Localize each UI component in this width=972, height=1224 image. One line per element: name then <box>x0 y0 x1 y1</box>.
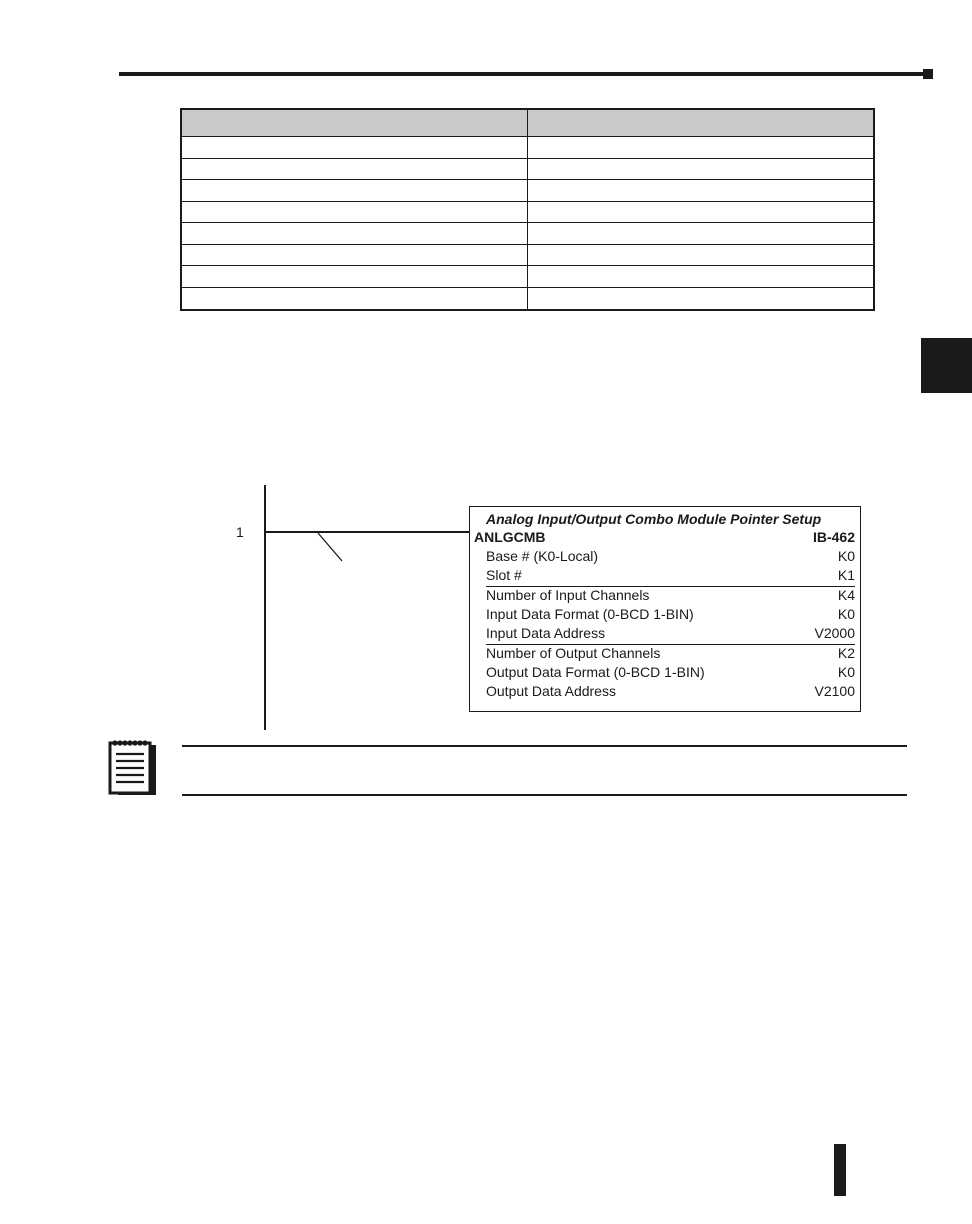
ib-param-row <box>470 606 860 625</box>
header-rule <box>119 72 923 76</box>
ib-param-row <box>470 683 860 702</box>
ib-param-value: K1 <box>837 567 855 583</box>
ib-code: IB-462 <box>812 529 855 545</box>
ib-param-value: K4 <box>837 587 855 603</box>
table-cell <box>182 159 528 181</box>
table-cell <box>528 159 873 181</box>
page-number-bar <box>834 1144 846 1196</box>
ib-param-row <box>470 625 860 644</box>
ib-param-label: Input Data Address <box>486 625 606 641</box>
chapter-thumb-tab <box>921 338 972 393</box>
parameter-table <box>180 108 875 311</box>
ib-mnemonic: ANLGCMB <box>474 529 546 545</box>
table-cell <box>528 266 873 288</box>
table-cell <box>182 180 528 202</box>
ib-param-row <box>470 645 860 664</box>
ib-param-label: Slot # <box>486 567 522 583</box>
ib-param-row <box>470 664 860 683</box>
ib-param-value: V2100 <box>814 683 855 699</box>
table-cell <box>528 288 873 310</box>
ib-param-row <box>470 587 860 606</box>
ib-param-value: K0 <box>837 606 855 622</box>
table-header-data-types <box>528 110 873 137</box>
ib-param-value: V2000 <box>814 625 855 641</box>
normally-closed-contact-icon <box>314 529 354 565</box>
notepad-icon <box>107 740 157 796</box>
table-cell <box>528 202 873 224</box>
left-power-rail <box>264 485 266 730</box>
table-cell <box>528 180 873 202</box>
table-header-parameter <box>182 110 528 137</box>
ib-param-row <box>470 548 860 567</box>
ib-param-value: K2 <box>837 645 855 661</box>
ib-header-row <box>470 529 860 548</box>
ib-param-label: Output Data Format (0-BCD 1-BIN) <box>486 664 705 680</box>
table-cell <box>528 245 873 267</box>
table-cell <box>182 223 528 245</box>
table-cell <box>182 288 528 310</box>
ib-title: Analog Input/Output Combo Module Pointer Setup <box>486 511 822 527</box>
ib-instruction-box <box>469 506 861 712</box>
ib-param-label: Input Data Format (0-BCD 1-BIN) <box>486 606 694 622</box>
ib-param-label: Output Data Address <box>486 683 616 699</box>
table-cell <box>182 137 528 159</box>
note-rule-bottom <box>182 794 907 796</box>
ib-param-label: Number of Output Channels <box>486 645 661 661</box>
rung-wire <box>266 531 470 533</box>
ib-param-value: K0 <box>837 664 855 680</box>
table-cell <box>182 266 528 288</box>
ib-param-label: Base # (K0-Local) <box>486 548 599 564</box>
table-cell <box>528 137 873 159</box>
table-cell <box>182 245 528 267</box>
ib-param-value: K0 <box>837 548 855 564</box>
note-rule-top <box>182 745 907 747</box>
ib-param-row <box>470 567 860 586</box>
rung-number: 1 <box>236 524 244 540</box>
ib-param-label: Number of Input Channels <box>486 587 650 603</box>
table-cell <box>182 202 528 224</box>
header-rule-end-square <box>923 69 933 79</box>
table-cell <box>528 223 873 245</box>
